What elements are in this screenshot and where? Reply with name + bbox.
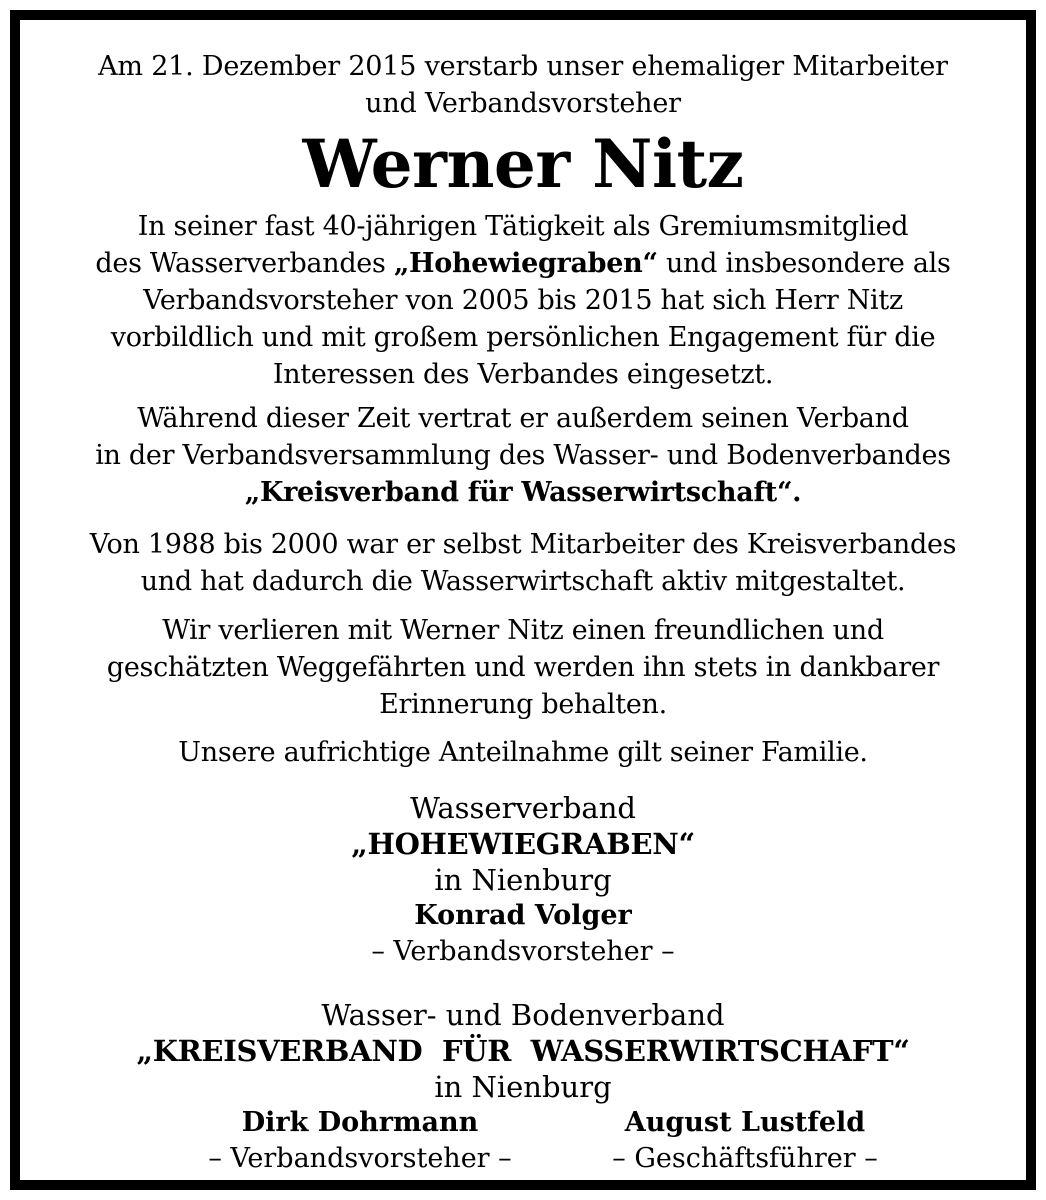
paragraph-line: Verbandsvorsteher von 2005 bis 2015 hat sich Herr Nitz [143,285,903,316]
obituary-frame [10,10,1036,1190]
paragraph-activity [20,208,1026,393]
signature-block-kreisverband [20,997,1026,1105]
paragraph-remembrance [20,612,1026,723]
signer-name: Konrad Volger [414,900,632,931]
text-segment: des Wasserverbandes [95,248,394,279]
org-name: „KREISVERBAND FÜR WASSERWIRTSCHAFT“ [136,1034,910,1068]
paragraph-line: und hat dadurch die Wasserwirtschaft aktiv mitgestaltet. [140,566,906,597]
signer-role: – Verbandsvorsteher – [208,1143,512,1174]
deceased-name: Werner Nitz [302,125,744,203]
signer-lustfeld [545,1105,945,1177]
signer-name: August Lustfeld [624,1107,866,1138]
signers-row [20,1105,1026,1185]
bold-association-name: „Hohewiegraben“ [393,248,658,279]
text-segment: und insbesondere als [657,248,951,279]
signer-role: – Geschäftsführer – [612,1143,878,1174]
signer-dohrmann [160,1105,560,1177]
paragraph-line: Erinnerung behalten. [379,689,667,720]
intro-line-1: Am 21. Dezember 2015 verstarb unser ehemaliger Mitarbeiter [98,51,948,82]
paragraph-line: Interessen des Verbandes eingesetzt. [272,359,774,390]
paragraph-line: geschätzten Weggefährten und werden ihn stets in dankbarer [106,652,940,683]
signer-name: Dirk Dohrmann [241,1107,479,1138]
paragraph-line: Wir verlieren mit Werner Nitz einen freundlichen und [162,615,884,646]
paragraph-line: Von 1988 bis 2000 war er selbst Mitarbeiter des Kreisverbandes [89,529,957,560]
paragraph-condolence [20,734,1026,771]
intro-text [20,48,1026,122]
paragraph-line [20,474,1026,511]
paragraph-employment [20,526,1026,600]
paragraph-line: In seiner fast 40-jährigen Tätigkeit als Gremiumsmitglied [137,211,909,242]
paragraph-line: Unsere aufrichtige Anteilnahme gilt seiner Familie. [178,737,868,768]
org-type: Wasser- und Bodenverband [321,998,725,1032]
paragraph-line: in der Verbandsversammlung des Wasser- und Bodenverbandes [95,440,951,471]
bold-association-name: „Kreisverband für Wasserwirtschaft“. [244,477,802,508]
paragraph-line [20,245,1026,282]
paragraph-line: Während dieser Zeit vertrat er außerdem seinen Verband [137,403,909,434]
intro-line-2: und Verbandsvorsteher [365,88,681,119]
org-location: in Nienburg [434,1070,612,1104]
paragraph-representation [20,400,1026,511]
org-type: Wasserverband [410,791,636,825]
signer-role: – Verbandsvorsteher – [371,936,675,967]
signature-block-hohewiegraben [20,790,1026,970]
org-location: in Nienburg [434,863,612,897]
paragraph-line: vorbildlich und mit großem persönlichen Engagement für die [110,322,936,353]
org-name: „HOHEWIEGRABEN“ [351,827,695,861]
